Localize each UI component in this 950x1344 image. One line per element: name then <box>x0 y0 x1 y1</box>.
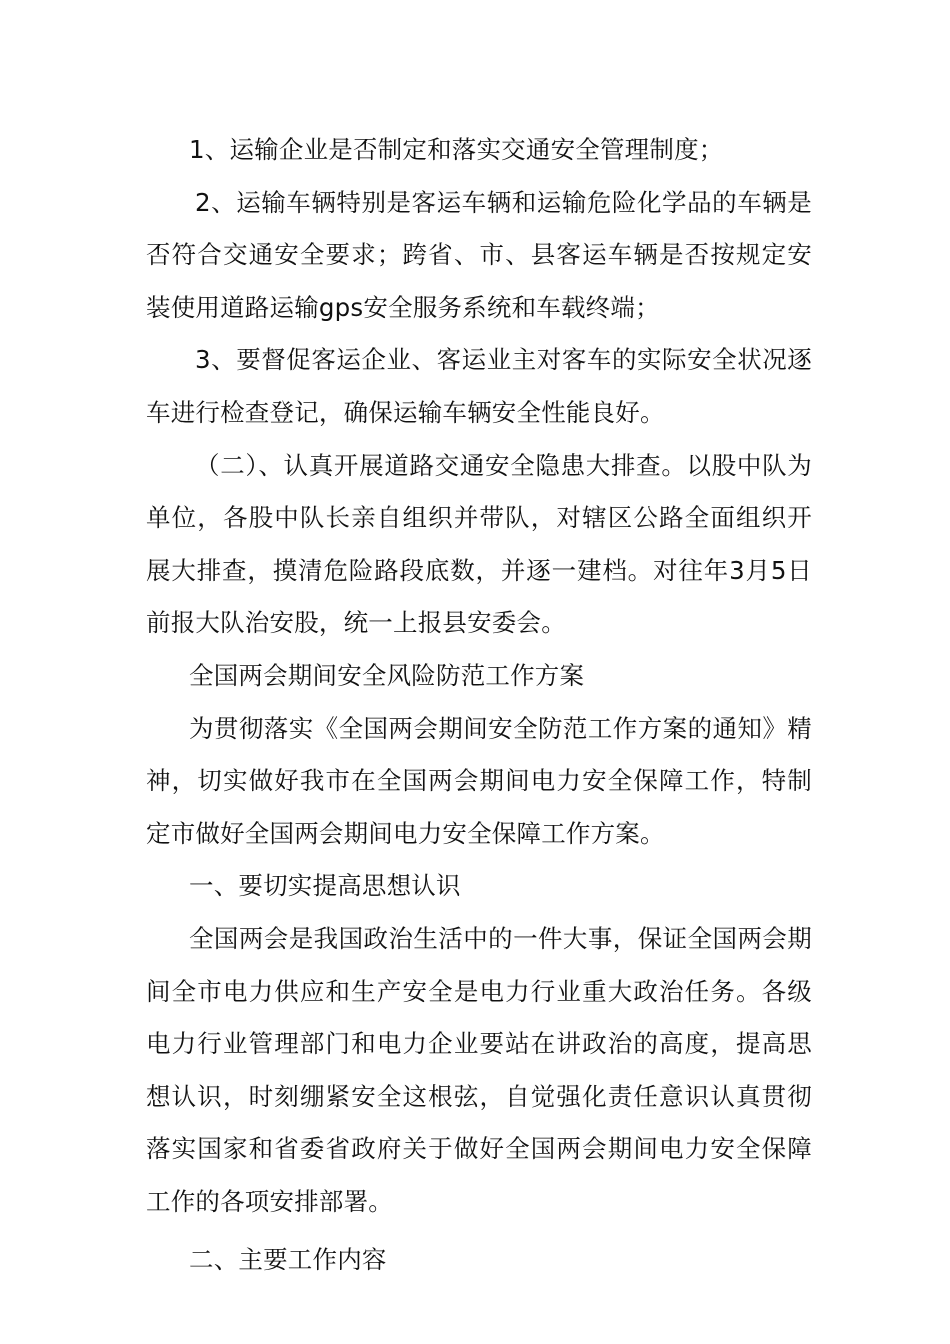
document-body <box>146 124 812 1287</box>
section-2-hazard-survey: （二）、认真开展道路交通安全隐患大排查。以股中队为单位，各股中队长亲自组织并带队，对辖区公路全面组织开展大排查，摸清危险路段底数，并逐一建档。对往年3月5日前报大队治安股，统一上报县安委会。 <box>146 450 812 638</box>
heading-raise-awareness: 一、要切实提高思想认识 <box>189 871 461 901</box>
awareness-paragraph: 全国两会是我国政治生活中的一件大事，保证全国两会期间全市电力供应和生产安全是电力行业重大政治任务。各级电力行业管理部门和电力企业要站在讲政治的高度，提高思想认识，时刻绷紧安全这根弦，自觉强化责任意识认真贯彻落实国家和省委省政府关于做好全国两会期间电力安全保障工作的各项安排部署。 <box>146 923 812 1216</box>
heading-main-work: 二、主要工作内容 <box>189 1245 387 1275</box>
item-3-vehicle-inspection: 3、要督促客运企业、客运业主对客车的实际安全状况逐车进行检查登记，确保运输车辆安全性能良好。 <box>146 345 812 427</box>
plan-intro: 为贯彻落实《全国两会期间安全防范工作方案的通知》精神，切实做好我市在全国两会期间电力安全保障工作，特制定市做好全国两会期间电力安全保障工作方案。 <box>146 713 812 848</box>
item-1-management-system: 1、运输企业是否制定和落实交通安全管理制度； <box>189 135 724 164</box>
item-2-vehicle-requirements: 2、运输车辆特别是客运车辆和运输危险化学品的车辆是否符合交通安全要求；跨省、市、县客运车辆是否按规定安装使用道路运输gps安全服务系统和车载终端； <box>146 187 812 322</box>
plan-title: 全国两会期间安全风险防范工作方案 <box>189 660 585 690</box>
